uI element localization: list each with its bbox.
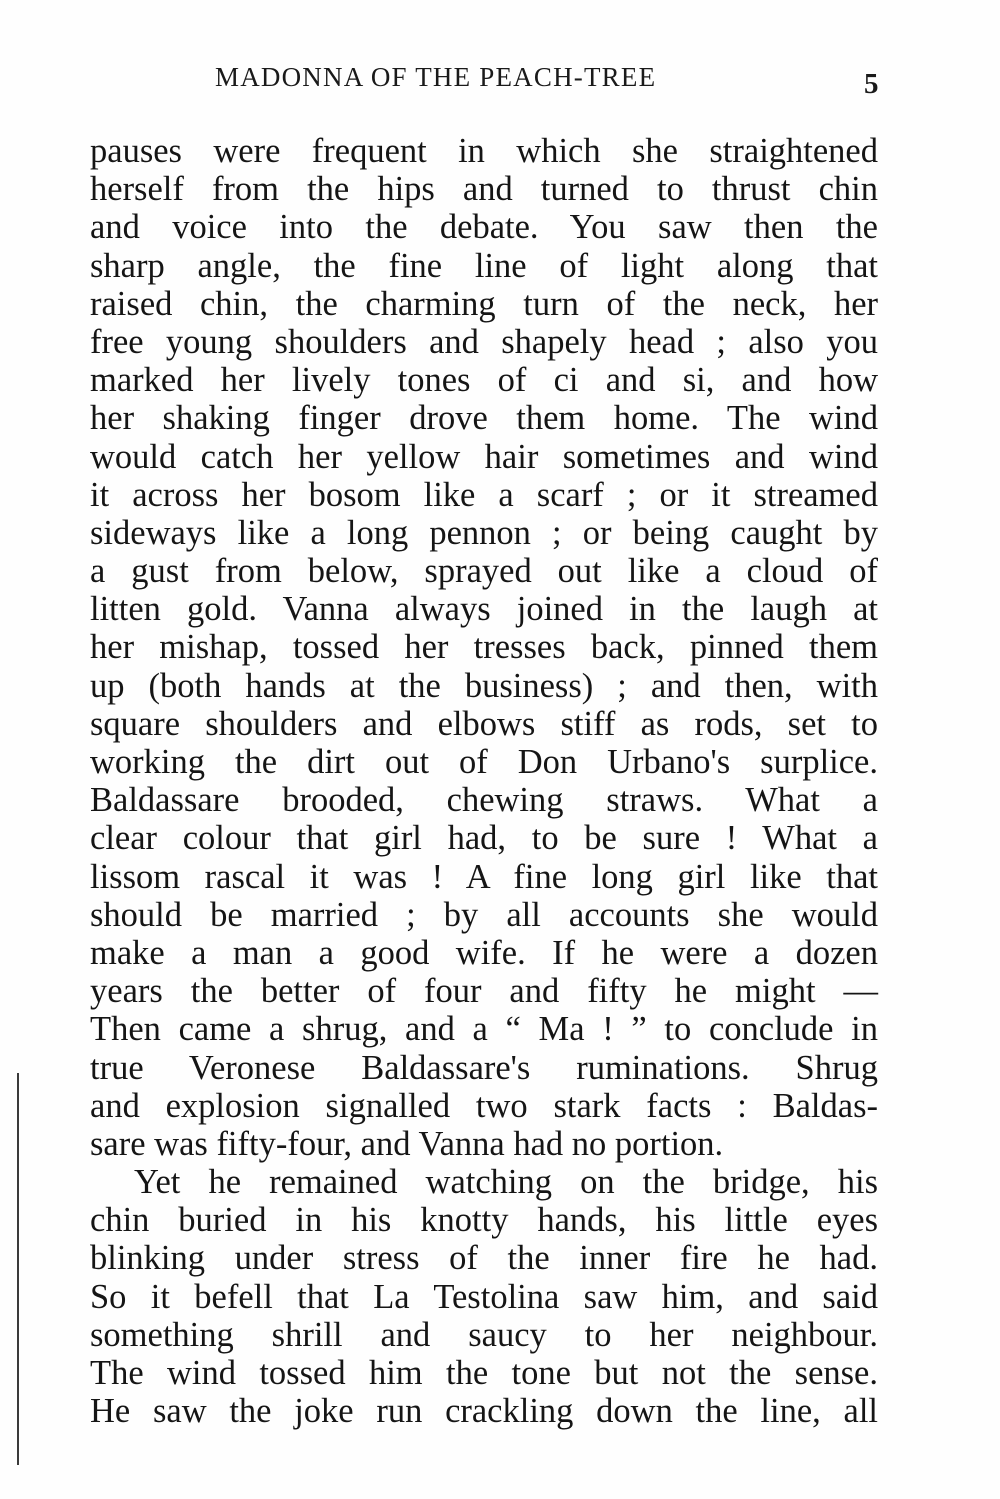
text-line: her mishap, tossed her tresses back, pinned them [90, 628, 878, 667]
paragraph-1 [90, 132, 878, 1163]
text-line: Then came a shrug, and a “ Ma ! ” to conclude in [90, 1010, 878, 1049]
text-line: would catch her yellow hair sometimes and wind [90, 437, 878, 476]
text-line: up (both hands at the business) ; and then, with [90, 666, 878, 705]
text-line: working the dirt out of Don Urbano's surplice. [90, 743, 878, 781]
text-line: herself from the hips and turned to thrust chin [90, 170, 878, 209]
text-line: Yet he remained watching on the bridge, his [134, 1163, 878, 1202]
text-line: make a man a good wife. If he were a dozen [90, 933, 878, 972]
text-line: should be married ; by all accounts she would [90, 895, 878, 934]
text-line: sharp angle, the fine line of light along that [90, 246, 878, 285]
text-line: clear colour that girl had, to be sure ! What a [90, 819, 878, 858]
text-line: years the better of four and fifty he might — [90, 972, 878, 1011]
text-line: her shaking finger drove them home. The wind [90, 399, 878, 438]
text-line: The wind tossed him the tone but not the sense. [90, 1354, 878, 1392]
text-line: Baldassare brooded, chewing straws. What a [90, 781, 878, 820]
text-line: it across her bosom like a scarf ; or it streamed [90, 475, 878, 514]
text-line: He saw the joke run crackling down the line, all [90, 1392, 878, 1431]
text-line: chin buried in his knotty hands, his little eyes [90, 1201, 878, 1240]
text-line: and explosion signalled two stark facts : Baldas- [90, 1086, 878, 1125]
text-line: free young shoulders and shapely head ; also you [90, 322, 878, 361]
text-line: raised chin, the charming turn of the neck, her [90, 284, 878, 323]
text-line: sideways like a long pennon ; or being caught by [90, 513, 878, 552]
text-line: blinking under stress of the inner fire he had. [90, 1239, 878, 1278]
text-line: marked her lively tones of ci and si, and how [90, 361, 878, 400]
text-line: So it befell that La Testolina saw him, and said [90, 1277, 878, 1316]
running-title: MADONNA OF THE PEACH-TREE [215, 62, 657, 92]
body-text [90, 132, 878, 1430]
text-line: pauses were frequent in which she straightened [90, 132, 878, 170]
text-line: square shoulders and elbows stiff as rods, set to [90, 704, 878, 743]
text-line: sare was fifty-four, and Vanna had no portion. [90, 1124, 724, 1163]
text-line: litten gold. Vanna always joined in the laugh at [90, 590, 878, 629]
text-line: and voice into the debate. You saw then the [90, 208, 878, 247]
text-line: something shrill and saucy to her neighbour. [90, 1315, 878, 1354]
text-line: a gust from below, sprayed out like a cloud of [90, 552, 878, 591]
paragraph-2 [90, 1163, 878, 1430]
text-line: lissom rascal it was ! A fine long girl like that [90, 857, 878, 896]
text-line: true Veronese Baldassare's ruminations. Shrug [90, 1048, 878, 1087]
page-number: 5 [864, 68, 879, 100]
scan-edge-line [17, 1073, 19, 1465]
